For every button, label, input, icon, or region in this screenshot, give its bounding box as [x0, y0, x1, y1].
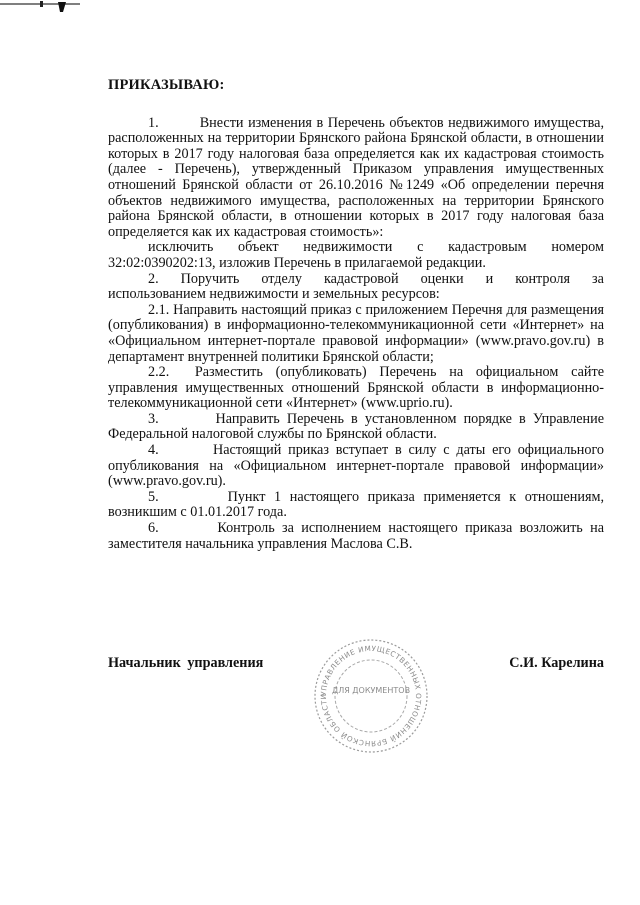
order-heading: ПРИКАЗЫВАЮ:	[108, 77, 225, 93]
word: кадастровым	[448, 239, 527, 256]
order-body	[108, 78, 604, 552]
item-2-first-line	[108, 272, 604, 288]
item-5: 5. Пункт 1 настоящего приказа применяется к отношениям, возникшим с 01.01.2017 года.	[108, 488, 604, 521]
word: оценки	[420, 270, 464, 287]
item-1-exclude-line	[108, 240, 604, 256]
stamp-center-text: ДЛЯ ДОКУМЕНТОВ	[331, 686, 411, 695]
word: кадастровой	[323, 270, 399, 287]
word: объект	[238, 239, 279, 256]
item-4: 4. Настоящий приказ вступает в силу с даты его официального опубликования на «Официальном интернет-портале правовой информации» (www.pravo.gov.ru).	[108, 442, 604, 490]
word: Поручить	[180, 270, 240, 287]
signatory-position: Начальник управления	[108, 655, 264, 671]
word: и	[485, 270, 494, 287]
official-stamp	[312, 637, 430, 755]
signatory-name: С.И. Карелина	[509, 655, 604, 671]
item-2-continuation: использованием недвижимости и земельных ресурсов:	[108, 286, 440, 303]
word: контроля	[515, 270, 571, 287]
item-1: 1. Внести изменения в Перечень объектов недвижимого имущества, расположенных на территории Брянского района Брянской области, в отношении которых в 2017 году налоговая база определяется как их кадастровая стоимость (далее - Перечень), утвержденный Приказом управления имущественных отношений Брянской области от 26.10.2016 №1249 «Об определении перечня объектов недвижимого имущества, расположенных на территории Брянского района Брянской области, в отношении которых в 2017 году налоговая база определяется как их кадастровая стоимость»:	[108, 114, 604, 240]
item-2-1: 2.1. Направить настоящий приказ с приложением Перечня для размещения (опубликования) в информационно-телекоммуникационной сети «Интернет» на «Официальном интернет-портале правовой информации» (www.pravo.gov.ru) в департамент внутренней политики Брянской области;	[108, 301, 604, 365]
word: отделу	[261, 270, 302, 287]
item-3: 3. Направить Перечень в установленном порядке в Управление Федеральной налоговой службы по Брянской области.	[108, 410, 604, 443]
word: номером	[551, 239, 604, 256]
stamp-ring-text: УПРАВЛЕНИЕ ИМУЩЕСТВЕННЫХ ОТНОШЕНИЙ БРЯНСКОЙ ОБЛАСТИ	[318, 643, 424, 749]
word: недвижимости	[303, 239, 393, 256]
scan-artifact-mark	[0, 0, 80, 22]
item-1-exclude-continuation: 32:02:0390202:13, изложив Перечень в прилагаемой редакции.	[108, 254, 486, 271]
item-6: 6. Контроль за исполнением настоящего приказа возложить на заместителя начальника управления Маслова С.В.	[108, 520, 604, 552]
word: с	[417, 239, 424, 256]
word: за	[592, 270, 604, 287]
item-2-2: 2.2. Разместить (опубликовать) Перечень на официальном сайте управления имущественных отношений Брянской области в информационно-телекоммуникационной сети «Интернет» (www.uprio.ru).	[108, 364, 604, 412]
word: 2.	[148, 270, 159, 287]
word: исключить	[148, 239, 214, 256]
